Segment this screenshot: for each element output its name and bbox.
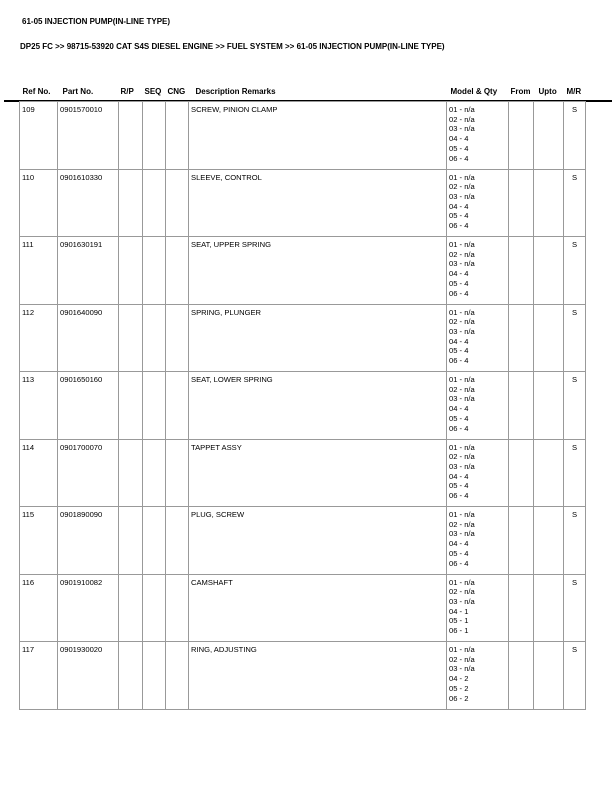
cell-cng (166, 102, 189, 170)
cell-description: CAMSHAFT (189, 574, 447, 642)
model-qty-line: 03 - n/a (449, 259, 475, 269)
model-qty-line: 05 - 4 (449, 548, 469, 558)
model-qty-line: 02 - n/a (449, 587, 475, 597)
cell-rp (119, 237, 143, 305)
cell-description: SEAT, UPPER SPRING (189, 237, 447, 305)
cell-part-no: 0901910082 (58, 574, 119, 642)
cell-model-qty (447, 237, 509, 305)
cell-model-qty (447, 439, 509, 507)
model-qty-line: 02 - n/a (449, 384, 475, 394)
model-qty-line: 03 - n/a (449, 394, 475, 404)
model-qty-line: 05 - 4 (449, 278, 469, 288)
cell-ref-no: 115 (20, 507, 58, 575)
model-qty-line: 04 - 4 (449, 539, 469, 549)
cell-upto (534, 237, 564, 305)
cell-mr: S (564, 574, 586, 642)
table-row (20, 507, 586, 575)
cell-cng (166, 304, 189, 372)
model-qty-line: 03 - n/a (449, 596, 475, 606)
cell-seq (143, 169, 166, 237)
parts-table (19, 84, 586, 710)
cell-rp (119, 574, 143, 642)
model-qty-line: 03 - n/a (449, 461, 475, 471)
table-row (20, 574, 586, 642)
model-qty-line: 01 - n/a (449, 375, 475, 384)
model-qty-line: 03 - n/a (449, 529, 475, 539)
cell-part-no: 0901640090 (58, 304, 119, 372)
model-qty-line: 01 - n/a (449, 307, 475, 317)
cell-ref-no: 110 (20, 169, 58, 237)
column-header-description: Description Remarks (195, 87, 276, 96)
cell-seq (143, 574, 166, 642)
column-header-cng: CNG (167, 87, 186, 96)
cell-model-qty (447, 642, 509, 710)
cell-upto (534, 507, 564, 575)
cell-model-qty (447, 169, 509, 237)
cell-ref-no: 111 (20, 237, 58, 305)
cell-mr: S (564, 507, 586, 575)
model-qty-line: 03 - n/a (449, 326, 475, 336)
model-qty-line: 03 - n/a (449, 124, 475, 134)
model-qty-line: 06 - 4 (449, 558, 469, 568)
column-header-upto: Upto (538, 87, 557, 96)
model-qty-line: 06 - 4 (449, 288, 469, 298)
cell-seq (143, 237, 166, 305)
model-qty-line: 04 - 4 (449, 471, 469, 481)
cell-model-qty (447, 102, 509, 170)
model-qty-line: 05 - 2 (449, 683, 469, 693)
cell-rp (119, 439, 143, 507)
model-qty-line: 04 - 4 (449, 269, 469, 279)
cell-seq (143, 102, 166, 170)
cell-model-qty (447, 574, 509, 642)
cell-part-no: 0901890090 (58, 507, 119, 575)
cell-mr: S (564, 642, 586, 710)
cell-cng (166, 169, 189, 237)
model-qty-line: 05 - 4 (449, 211, 469, 221)
cell-part-no: 0901610330 (58, 169, 119, 237)
cell-upto (534, 304, 564, 372)
cell-ref-no: 109 (20, 102, 58, 170)
cell-cng (166, 642, 189, 710)
cell-cng (166, 507, 189, 575)
model-qty-line: 04 - 2 (449, 674, 469, 684)
model-qty-line: 06 - 4 (449, 491, 469, 501)
model-qty-line: 04 - 4 (449, 404, 469, 414)
cell-description: TAPPET ASSY (189, 439, 447, 507)
cell-seq (143, 439, 166, 507)
breadcrumb: DP25 FC >> 98715-53920 CAT S4S DIESEL ENGINE >> FUEL SYSTEM >> 61-05 INJECTION PUMP(IN-LINE TYPE) (20, 42, 445, 51)
table-header-row (20, 84, 586, 102)
cell-cng (166, 439, 189, 507)
model-qty-line: 05 - 1 (449, 616, 469, 626)
cell-from (509, 642, 534, 710)
table-row (20, 304, 586, 372)
table-row (20, 439, 586, 507)
model-qty-line: 06 - 4 (449, 221, 469, 231)
cell-rp (119, 169, 143, 237)
column-header-ref-no: Ref No. (22, 87, 51, 96)
model-qty-line: 05 - 4 (449, 143, 469, 153)
model-qty-line: 03 - n/a (449, 664, 475, 674)
cell-upto (534, 169, 564, 237)
model-qty-line: 04 - 1 (449, 606, 469, 616)
cell-from (509, 169, 534, 237)
column-header-from: From (510, 87, 531, 96)
cell-model-qty (447, 507, 509, 575)
cell-description: RING, ADJUSTING (189, 642, 447, 710)
cell-mr: S (564, 304, 586, 372)
cell-part-no: 0901570010 (58, 102, 119, 170)
table-row (20, 642, 586, 710)
cell-cng (166, 237, 189, 305)
model-qty-line: 03 - n/a (449, 191, 475, 201)
model-qty-line: 01 - n/a (449, 645, 475, 654)
column-header-model-qty: Model & Qty (450, 87, 498, 96)
cell-description: SEAT, LOWER SPRING (189, 372, 447, 440)
cell-rp (119, 304, 143, 372)
cell-cng (166, 574, 189, 642)
model-qty-line: 04 - 4 (449, 134, 469, 144)
model-qty-line: 05 - 4 (449, 346, 469, 356)
cell-from (509, 574, 534, 642)
page-title: 61-05 INJECTION PUMP(IN-LINE TYPE) (22, 17, 171, 26)
table-row (20, 237, 586, 305)
cell-mr: S (564, 439, 586, 507)
cell-ref-no: 112 (20, 304, 58, 372)
cell-seq (143, 507, 166, 575)
cell-upto (534, 642, 564, 710)
model-qty-line: 05 - 4 (449, 481, 469, 491)
cell-rp (119, 507, 143, 575)
cell-ref-no: 116 (20, 574, 58, 642)
cell-upto (534, 574, 564, 642)
model-qty-line: 01 - n/a (449, 172, 475, 182)
column-header-part-no: Part No. (62, 87, 94, 96)
model-qty-line: 02 - n/a (449, 182, 475, 192)
column-header-mr: M/R (566, 87, 582, 96)
cell-rp (119, 642, 143, 710)
model-qty-line: 04 - 4 (449, 201, 469, 211)
cell-from (509, 304, 534, 372)
cell-description: SLEEVE, CONTROL (189, 169, 447, 237)
cell-from (509, 507, 534, 575)
model-qty-line: 02 - n/a (449, 519, 475, 529)
model-qty-line: 01 - n/a (449, 105, 475, 114)
model-qty-line: 06 - 4 (449, 423, 469, 433)
table-row (20, 169, 586, 237)
model-qty-line: 02 - n/a (449, 249, 475, 259)
table-row (20, 102, 586, 170)
cell-model-qty (447, 372, 509, 440)
cell-rp (119, 102, 143, 170)
model-qty-line: 01 - n/a (449, 510, 475, 519)
model-qty-line: 02 - n/a (449, 452, 475, 462)
cell-description: SPRING, PLUNGER (189, 304, 447, 372)
cell-seq (143, 304, 166, 372)
cell-cng (166, 372, 189, 440)
cell-ref-no: 113 (20, 372, 58, 440)
cell-rp (119, 372, 143, 440)
cell-mr: S (564, 102, 586, 170)
cell-mr: S (564, 372, 586, 440)
cell-upto (534, 102, 564, 170)
cell-upto (534, 372, 564, 440)
cell-seq (143, 372, 166, 440)
cell-ref-no: 114 (20, 439, 58, 507)
model-qty-line: 06 - 4 (449, 356, 469, 366)
model-qty-line: 02 - n/a (449, 114, 475, 124)
cell-from (509, 102, 534, 170)
cell-part-no: 0901700070 (58, 439, 119, 507)
cell-from (509, 237, 534, 305)
model-qty-line: 02 - n/a (449, 317, 475, 327)
parts-table-body (20, 102, 586, 710)
model-qty-line: 06 - 1 (449, 626, 469, 636)
model-qty-line: 01 - n/a (449, 442, 475, 452)
table-row (20, 372, 586, 440)
cell-mr: S (564, 169, 586, 237)
cell-part-no: 0901630191 (58, 237, 119, 305)
cell-part-no: 0901930020 (58, 642, 119, 710)
cell-description: PLUG, SCREW (189, 507, 447, 575)
cell-description: SCREW, PINION CLAMP (189, 102, 447, 170)
cell-part-no: 0901650160 (58, 372, 119, 440)
model-qty-line: 06 - 2 (449, 693, 469, 703)
model-qty-line: 05 - 4 (449, 413, 469, 423)
cell-from (509, 439, 534, 507)
model-qty-line: 01 - n/a (449, 577, 475, 587)
column-header-rp: R/P (120, 87, 134, 96)
cell-upto (534, 439, 564, 507)
model-qty-line: 06 - 4 (449, 153, 469, 163)
model-qty-line: 04 - 4 (449, 336, 469, 346)
cell-model-qty (447, 304, 509, 372)
cell-mr: S (564, 237, 586, 305)
cell-from (509, 372, 534, 440)
model-qty-line: 02 - n/a (449, 654, 475, 664)
column-header-seq: SEQ (144, 87, 162, 96)
cell-ref-no: 117 (20, 642, 58, 710)
model-qty-line: 01 - n/a (449, 240, 475, 249)
cell-seq (143, 642, 166, 710)
